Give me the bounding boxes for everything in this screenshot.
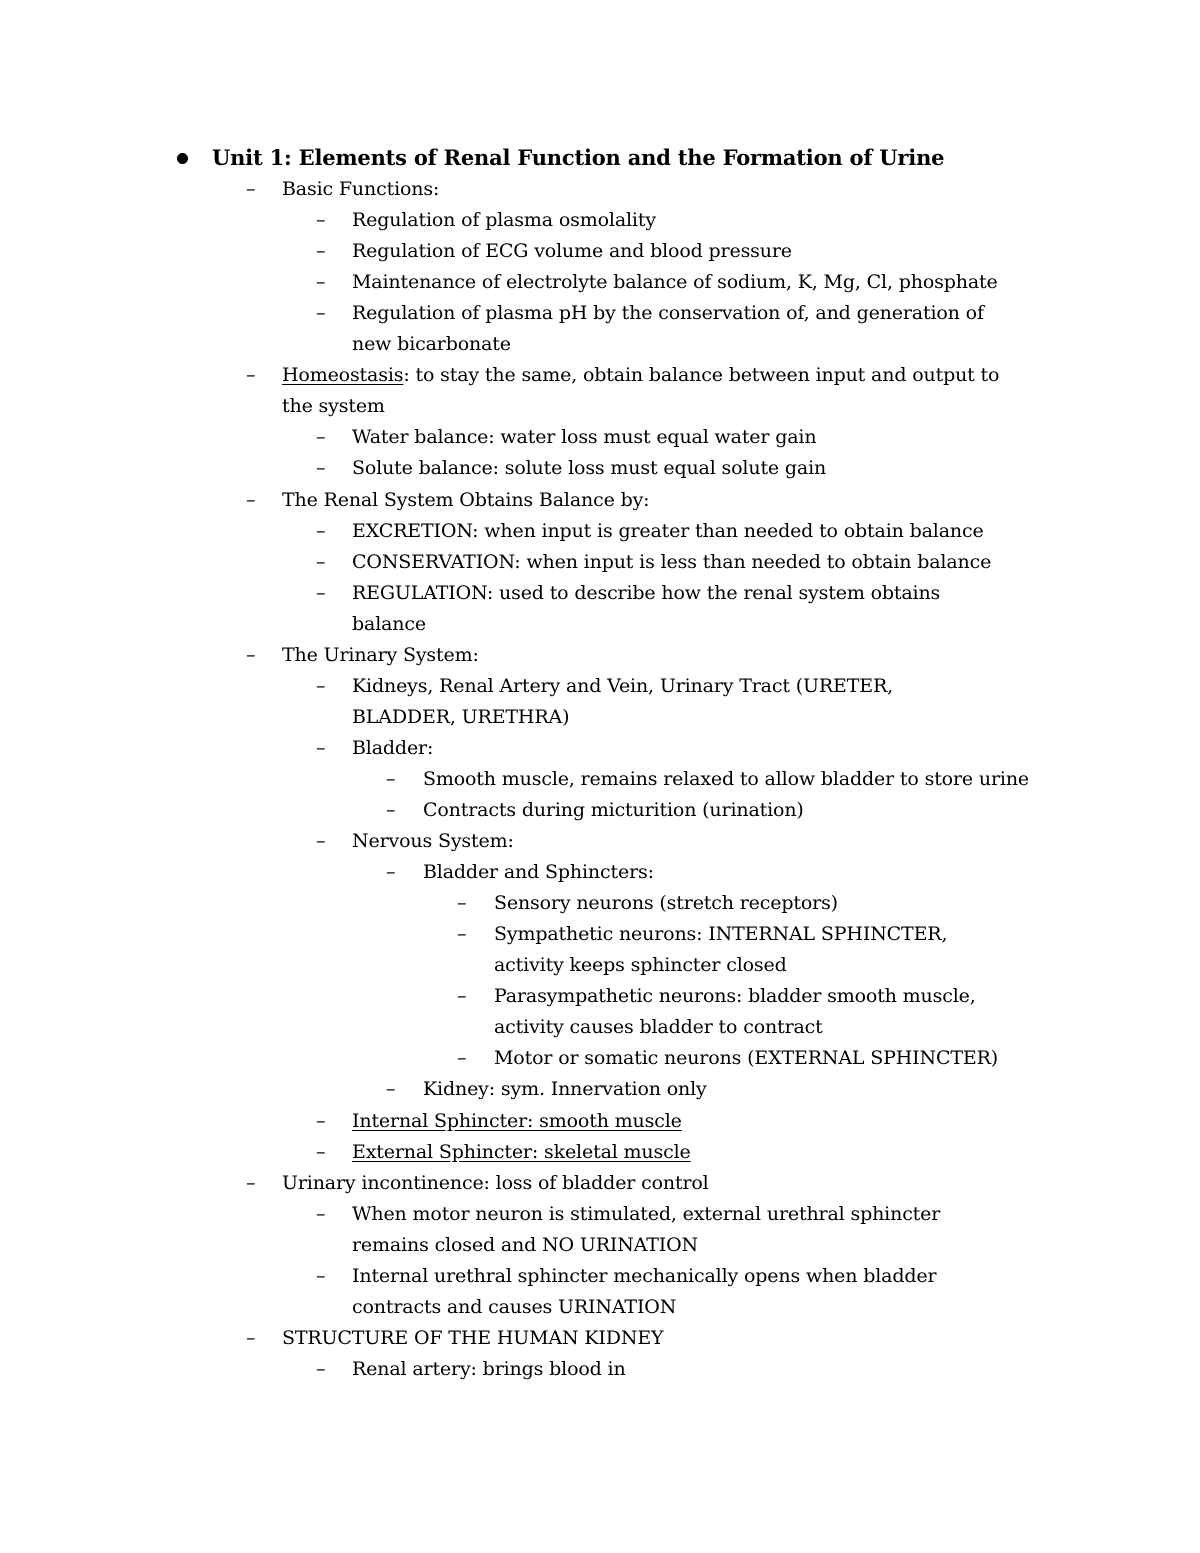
- list-item: [352, 1261, 936, 1292]
- list-item-text: Kidneys, Renal Artery and Vein, Urinary Tract (URETER,: [352, 674, 894, 697]
- list-item-text: : to stay the same, obtain balance between input and output to: [403, 364, 1000, 387]
- underlined-text: Homeostasis: [282, 364, 404, 387]
- list-item: [423, 857, 654, 888]
- list-item-text: the system: [282, 395, 385, 418]
- list-dash: –: [316, 1264, 326, 1287]
- list-dash: –: [316, 519, 326, 542]
- list-dash: –: [316, 240, 326, 263]
- list-item-continuation: [352, 1292, 676, 1323]
- list-item: [494, 1043, 998, 1074]
- list-item-text: The Renal System Obtains Balance by:: [282, 488, 650, 511]
- list-item-text: remains closed and NO URINATION: [352, 1233, 698, 1256]
- list-item-text: Parasympathetic neurons: bladder smooth muscle,: [494, 985, 976, 1008]
- list-item-continuation: [282, 391, 385, 422]
- title-bullet: [177, 153, 188, 164]
- document-title: Unit 1: Elements of Renal Function and the Formation of Urine: [212, 145, 945, 170]
- list-dash: –: [246, 488, 256, 511]
- list-item-text: Regulation of plasma pH by the conservation of, and generation of: [352, 302, 984, 325]
- list-item: [352, 733, 433, 764]
- list-item-continuation: [494, 950, 787, 981]
- list-dash: –: [386, 861, 396, 884]
- list-dash: –: [316, 1109, 326, 1132]
- list-item-continuation: [352, 609, 426, 640]
- list-item: [282, 174, 439, 205]
- list-item: [352, 1106, 682, 1137]
- list-item: [352, 1137, 691, 1168]
- list-item: [494, 888, 838, 919]
- list-item-text: Basic Functions:: [282, 178, 440, 200]
- list-dash: –: [316, 209, 326, 232]
- list-dash: –: [316, 457, 326, 480]
- list-item: [352, 671, 893, 702]
- list-dash: –: [316, 271, 326, 294]
- list-dash: –: [246, 364, 256, 387]
- list-item: [352, 205, 656, 236]
- list-item-continuation: [352, 702, 569, 733]
- list-item-text: activity causes bladder to contract: [494, 1016, 823, 1039]
- list-item: [494, 919, 947, 950]
- list-dash: –: [316, 674, 326, 697]
- list-item: [352, 1354, 626, 1385]
- list-item: [352, 826, 514, 857]
- list-item-continuation: [352, 329, 511, 360]
- list-item-text: Sympathetic neurons: INTERNAL SPHINCTER,: [494, 923, 948, 946]
- list-item-text: When motor neuron is stimulated, external urethral sphincter: [352, 1202, 941, 1225]
- list-dash: –: [457, 892, 467, 915]
- list-item: [352, 516, 984, 547]
- list-item: [352, 267, 998, 298]
- list-item: [352, 578, 940, 609]
- list-dash: –: [246, 1326, 256, 1349]
- list-dash: –: [386, 767, 396, 790]
- list-item: [352, 298, 984, 329]
- list-item-text: Regulation of plasma osmolality: [352, 209, 656, 232]
- list-item: [282, 640, 479, 671]
- underlined-text: External Sphincter: skeletal muscle: [352, 1140, 691, 1163]
- list-item-text: new bicarbonate: [352, 333, 511, 356]
- list-item: [282, 1168, 709, 1199]
- underlined-text: Internal Sphincter: smooth muscle: [352, 1109, 682, 1132]
- list-item-text: The Urinary System:: [282, 643, 479, 666]
- list-dash: –: [246, 178, 256, 200]
- list-dash: –: [316, 1357, 326, 1380]
- list-item-text: CONSERVATION: when input is less than needed to obtain balance: [352, 550, 992, 573]
- list-item: [352, 453, 826, 484]
- list-item: [282, 1323, 663, 1354]
- list-dash: –: [316, 1202, 326, 1225]
- list-item-text: STRUCTURE OF THE HUMAN KIDNEY: [282, 1326, 664, 1349]
- list-item-text: Water balance: water loss must equal water gain: [352, 426, 817, 449]
- list-item-text: Internal urethral sphincter mechanically opens when bladder: [352, 1264, 937, 1287]
- list-dash: –: [386, 1078, 396, 1101]
- list-dash: –: [316, 830, 326, 853]
- list-item-text: Nervous System:: [352, 830, 514, 853]
- list-item: [423, 764, 1029, 795]
- list-item-text: Kidney: sym. Innervation only: [423, 1078, 707, 1101]
- list-dash: –: [457, 923, 467, 946]
- list-dash: –: [316, 426, 326, 449]
- list-item: [423, 1074, 707, 1105]
- list-item-text: activity keeps sphincter closed: [494, 954, 787, 977]
- list-item: [423, 795, 804, 826]
- list-item-text: Solute balance: solute loss must equal solute gain: [352, 457, 827, 480]
- list-item-text: REGULATION: used to describe how the renal system obtains: [352, 581, 941, 604]
- list-item-text: balance: [352, 612, 426, 635]
- list-item-text: Sensory neurons (stretch receptors): [494, 892, 838, 915]
- list-item: [352, 1199, 940, 1230]
- list-dash: –: [316, 736, 326, 759]
- list-dash: –: [316, 550, 326, 573]
- list-item-text: Maintenance of electrolyte balance of sodium, K, Mg, Cl, phosphate: [352, 271, 998, 294]
- list-item: [282, 485, 649, 516]
- list-item-text: contracts and causes URINATION: [352, 1295, 677, 1318]
- list-item-text: Bladder and Sphincters:: [423, 861, 654, 884]
- list-item-text: Smooth muscle, remains relaxed to allow bladder to store urine: [423, 767, 1030, 790]
- list-item-continuation: [494, 1012, 823, 1043]
- list-item-text: Bladder:: [352, 736, 434, 759]
- list-item: [352, 422, 816, 453]
- list-item-text: Contracts during micturition (urination): [423, 799, 804, 821]
- list-dash: –: [316, 1140, 326, 1163]
- list-item-continuation: [352, 1230, 698, 1261]
- list-item-text: Regulation of ECG volume and blood pressure: [352, 240, 792, 263]
- list-dash: –: [316, 302, 326, 325]
- list-dash: –: [246, 643, 256, 666]
- list-item: [352, 547, 991, 578]
- list-item-text: EXCRETION: when input is greater than needed to obtain balance: [352, 519, 984, 542]
- list-dash: –: [457, 985, 467, 1008]
- list-dash: –: [386, 799, 396, 821]
- list-dash: –: [457, 1047, 467, 1070]
- list-item-text: Motor or somatic neurons (EXTERNAL SPHINCTER): [494, 1047, 999, 1070]
- list-item: [352, 236, 792, 267]
- list-item-text: Renal artery: brings blood in: [352, 1357, 626, 1380]
- list-item-text: Urinary incontinence: loss of bladder control: [282, 1171, 709, 1194]
- list-item: [494, 981, 976, 1012]
- list-item: [282, 360, 999, 391]
- list-dash: –: [316, 581, 326, 604]
- list-item-text: BLADDER, URETHRA): [352, 705, 570, 728]
- list-dash: –: [246, 1171, 256, 1194]
